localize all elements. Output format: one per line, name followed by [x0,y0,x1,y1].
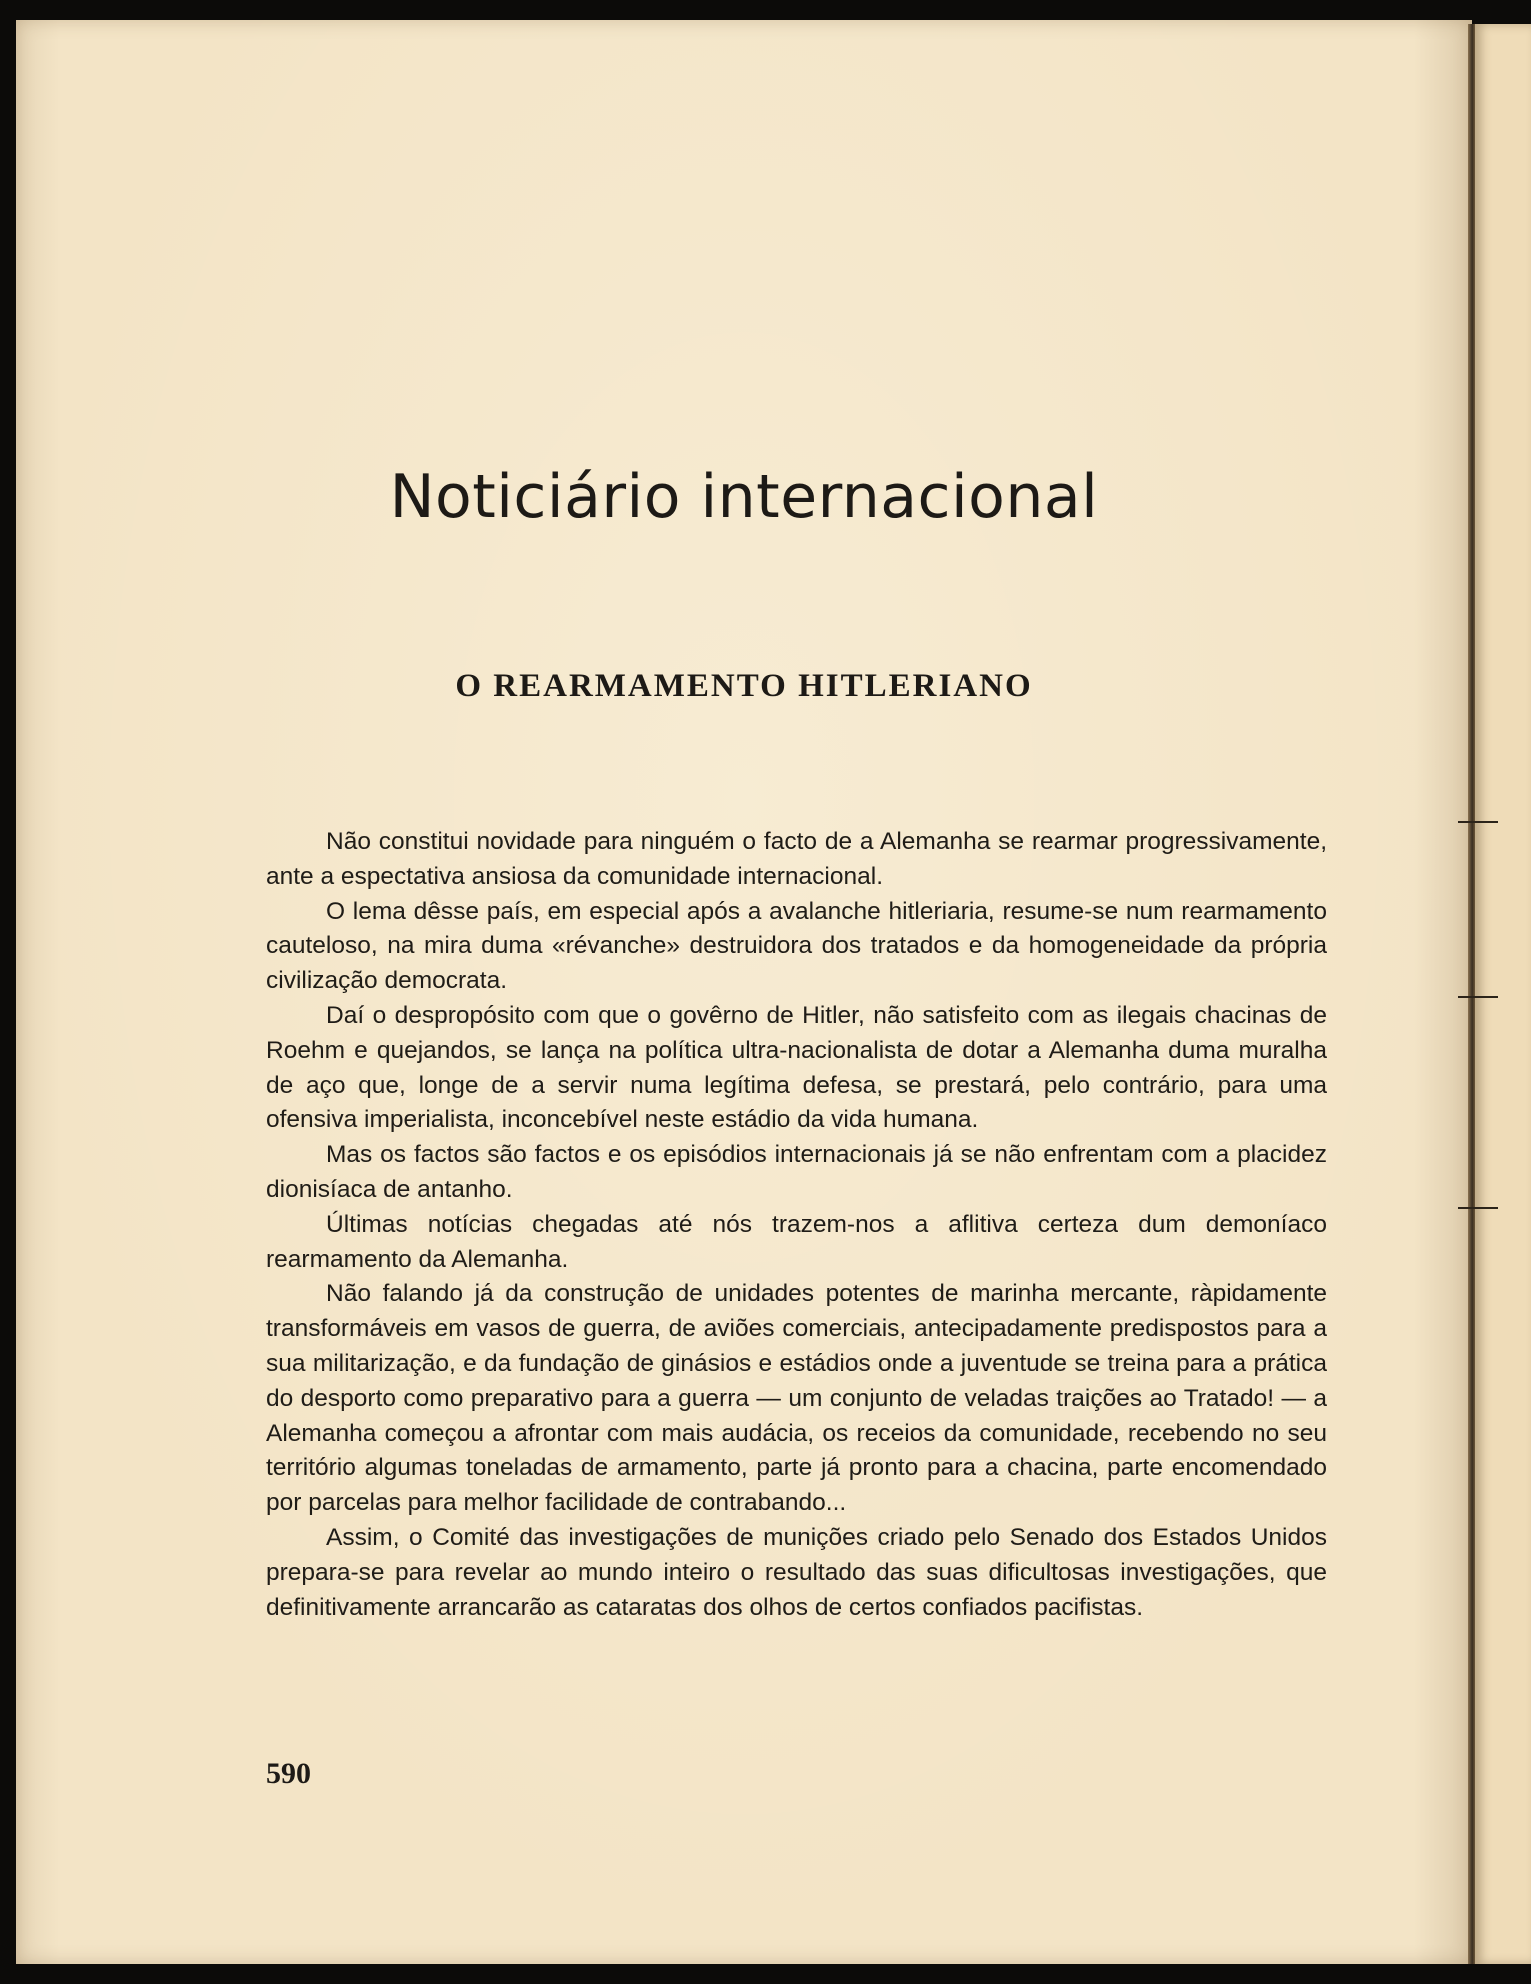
article-paragraph: Não constitui novidade para ninguém o facto de a Alemanha se rearmar progressivamente, ante a espectativa ansiosa da comunidade internacional. [266,828,1327,890]
magazine-page [16,20,1472,1964]
article-paragraph: O lema dêsse país, em especial após a avalanche hitleriaria, resume-se num rearmamento cauteloso, na mira duma «révanche» destruidora dos tratados e da homogeneidade da própria civilização democrata. [266,897,1327,995]
article-body [266,825,1327,1625]
facing-page-edge [1475,24,1531,1964]
article-paragraph: Daí o despropósito com que o govêrno de Hitler, não satisfeito com as ilegais chacinas de Roehm e quejandos, se lança na política ultra-nacionalista de dotar a Alemanha duma muralha de aço que, longe de a servir numa legítima defesa, se prestará, pelo contrário, para uma ofensiva imperialista, inconcebível neste estádio da vida humana. [266,1001,1327,1134]
binding-thread-mark [1458,821,1498,823]
book-spine [1468,24,1475,1964]
binding-thread-mark [1458,996,1498,998]
article-paragraph: Últimas notícias chegadas até nós trazem-nos a aflitiva certeza dum demoníaco rearmamento da Alemanha. [266,1210,1327,1273]
article-title: O REARMAMENTO HITLERIANO [455,668,1033,704]
page-number: 590 [266,1757,311,1790]
article-paragraph: Assim, o Comité das investigações de munições criado pelo Senado dos Estados Unidos prepara-se para revelar ao mundo inteiro o resultado das suas dificultosas investigações, que definitivamente arrancarão as cataratas dos olhos de certos confiados pacifistas. [266,1523,1327,1621]
article-paragraph: Não falando já da construção de unidades potentes de marinha mercante, ràpidamente transformáveis em vasos de guerra, de aviões comerciais, antecipadamente predispostos para a sua militarização, e da fundação de ginásios e estádios onde a juventude se treina para a prática do desporto como preparativo para a guerra — um conjunto de veladas traições ao Tratado! — a Alemanha começou a afrontar com mais audácia, os receios da comunidade, recebendo no seu território algumas toneladas de armamento, parte já pronto para a chacina, parte encomendado por parcelas para melhor facilidade de contrabando... [266,1280,1327,1517]
binding-thread-mark [1458,1207,1498,1209]
article-paragraph: Mas os factos são factos e os episódios internacionais já se não enfrentam com a placidez dionisíaca de antanho. [266,1141,1327,1203]
section-title: Noticiário internacional [389,462,1099,532]
